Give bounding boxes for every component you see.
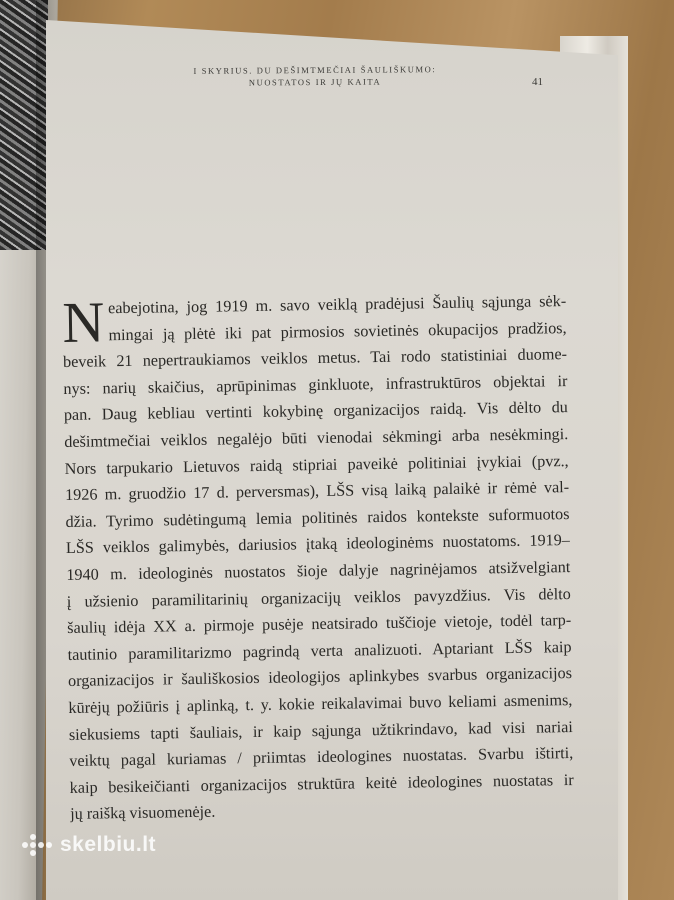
text-line: jų raišką visuomenėje.: [69, 802, 216, 824]
text-line: 1926 m. gruodžio 17 d. perversmas), LŠS visą laiką palaikė ir rėmė val-: [64, 478, 570, 505]
text-line: organizacijos ir šauliškosios ideologijos aplinkybes svarbus organizacijos: [67, 664, 573, 691]
watermark: [22, 830, 156, 860]
text-line: siekusiems tapti šauliais, ir kaip sąjunga užtikrindavo, kad visi nariai: [68, 717, 573, 744]
text-line: į užsienio paramilitarinių organizacijų veiklos pavyzdžius. Vis dėlto: [66, 584, 571, 611]
text-line: pan. Daug kebliau vertinti kokybinę organizacijos raidą. Vis dėlto du: [63, 398, 568, 425]
text-line: tautinio paramilitarizmo pagrindą verta analizuoti. Aptariant LŠS kaip: [67, 637, 572, 664]
text-line: eabejotina, jog 1919 m. savo veiklą pradėjusi Šaulių sąjunga sėk-: [107, 292, 567, 318]
running-head: [175, 63, 455, 89]
text-line: džia. Tyrimo sudėtingumą lemia politinės raidos kontekste suformuotos: [65, 504, 570, 531]
text-line: kūrėjų požiūris į aplinką, t. y. kokie reikalavimai buvo keliami asmenims,: [68, 690, 573, 717]
drop-cap: N: [61, 289, 105, 355]
text-line: 1940 m. ideologinės nuostatos šioje dalyje nagrinėjamos atsižvelgiant: [66, 557, 571, 584]
text-line: Nors tarpukario Lietuvos raidą stipriai paveikė politiniai įvykiai (pvz.,: [64, 451, 569, 478]
text-line: kaip besikeičianti organizacijos struktūra keitė ideologines nuostatas ir: [69, 770, 574, 797]
text-line: beveik 21 nepertraukiamos veiklos metus. Tai rodo statistiniai duome-: [62, 345, 568, 372]
skelbiu-logo-icon: [22, 834, 52, 856]
text-line: veiktų pagal kuriamas / priimtas ideologines nuostatas. Svarbu ištirti,: [69, 744, 574, 771]
page-number: 41: [532, 76, 543, 88]
text-line: nys: narių skaičius, aprūpinimas ginkluote, infrastruktūros objektai ir: [63, 371, 568, 398]
text-line: mingai ją plėtė iki pat pirmosios sovietinės okupacijos pradžios,: [108, 318, 567, 344]
body-paragraph: [62, 288, 574, 828]
watermark-text: skelbiu.lt: [60, 833, 157, 856]
text-line: LŠS veiklos galimybės, dariusios įtaką ideologinėms nuostatoms. 1919–: [65, 531, 571, 558]
text-line: šaulių idėja XX a. pirmoje pusėje neatsirado tuščioje vietoje, todėl tarp-: [67, 611, 572, 638]
running-head-line-2: NUOSTATOS IR JŲ KAITA: [248, 76, 382, 88]
running-head-line-1: I SKYRIUS. DU DEŠIMTMEČIAI ŠAULIŠKUMO:: [193, 64, 437, 76]
text-line: dešimtmečiai veiklos negalėjo būti vienodai sėkmingi arba nesėkmingi.: [64, 425, 569, 451]
